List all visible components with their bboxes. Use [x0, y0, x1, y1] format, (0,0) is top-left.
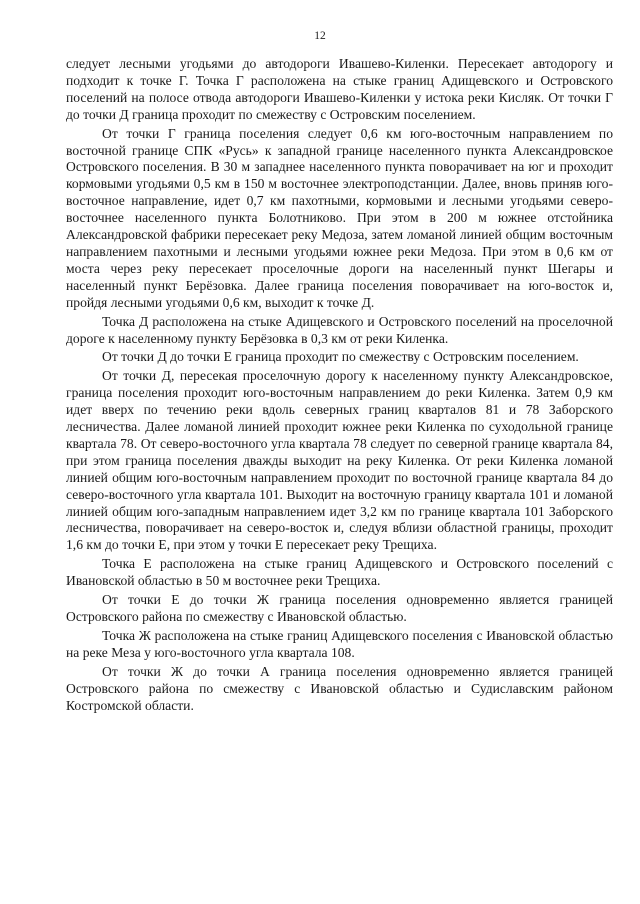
- document-body: [66, 56, 613, 716]
- paragraph-4: От точки Д до точки Е граница проходит по смежеству с Островским поселением.: [102, 349, 579, 365]
- paragraph-8: Точка Ж расположена на стыке границ Адищевского поселения с Ивановской областью на реке Меза у юго-восточного угла квартала 108.: [66, 627, 613, 660]
- paragraph-1: следует лесными угодьями до автодороги Ивашево-Киленки. Пересекает автодорогу и подходит к точке Г. Точка Г расположена на стыке границ Адищевского и Островского поселений на полосе отвода автодороги Ивашево-Киленки у истока реки Кисляк. От точки Г до точки Д граница проходит по смежеству с Островским поселением.: [66, 56, 613, 122]
- paragraph-5: От точки Д, пересекая проселочную дорогу к населенному пункту Александровское, граница поселения проходит юго-восточным направлением до реки Киленка. Затем 0,9 км идет вверх по течению реки вдоль северных границ кварталов 81 и 78 Заборского лесничества. Далее ломаной линией проходит южнее реки Киленка по суходольной границе квартала 78. От северо-восточного угла квартала 78 следует по северной границе квартала 84, при этом граница поселения дважды выходит на реку Киленка. От реки Киленка ломаной линией общим юго-восточным направлением проходит по восточной границе квартала 84 до северо-восточного угла квартала 101. Выходит на восточную границу квартала 101 и ломаной линией общим юго-западным направлением идет 3,2 км по границе квартала 101 Заборского лесничества, поворачивает на северо-восток и, следуя вблизи областной границы, проходит 1,6 км до точки Е, при этом у точки Е пересекает реку Трещиха.: [66, 368, 613, 553]
- paragraph-3: Точка Д расположена на стыке Адищевского и Островского поселений на проселочной дороге к населенному пункту Берёзовка в 0,3 км от реки Киленка.: [66, 313, 613, 346]
- paragraph-9: От точки Ж до точки А граница поселения одновременно является границей Островского района по смежеству с Ивановской областью и Судиславским районом Костромской области.: [66, 663, 613, 713]
- paragraph-7: От точки Е до точки Ж граница поселения одновременно является границей Островского района по смежеству с Ивановской областью.: [66, 592, 613, 624]
- paragraph-2: От точки Г граница поселения следует 0,6 км юго-восточным направлением по восточной границе СПК «Русь» к западной границе населенного пункта Александровское Островского поселения. В 30 м западнее населенного пункта поворачивает на юг и проходит кормовыми угодьями 0,5 км в 150 м восточнее электроподстанции. Далее, вновь приняв юго-восточное направление, идет 0,7 км пахотными, кормовыми и лесными угодьями северо-восточнее населенного пункта Болотниково. При этом в 200 м южнее отстойника Александровской фабрики пересекает реку Медоза, затем ломаной линией общим восточным направлением пахотными и лесными угодьями южнее реки Медоза. При этом в 0,6 км от моста через реку пересекает проселочные дороги на населенный пункт Шегары и населенный пункт Берёзовка. Далее граница поселения поворачивает на юго-восток и, пройдя лесными угодьями 0,6 км, выходит к точке Д.: [66, 125, 613, 310]
- page-number: 12: [314, 30, 326, 42]
- paragraph-6: Точка Е расположена на стыке границ Адищевского и Островского поселений с Ивановской областью в 50 м восточнее реки Трещиха.: [66, 556, 613, 589]
